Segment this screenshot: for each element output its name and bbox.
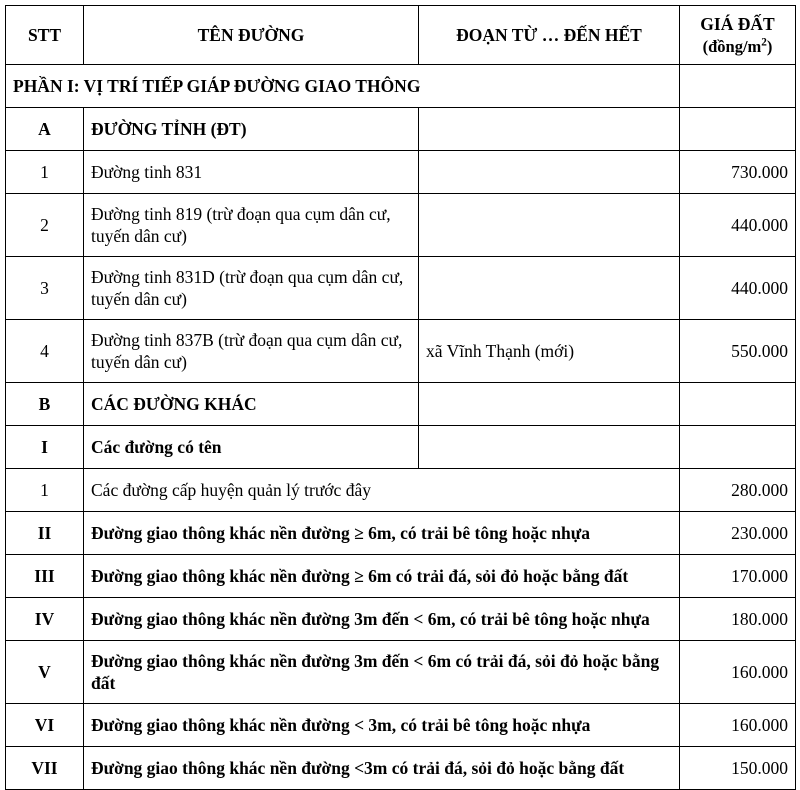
row-stt: 2	[6, 194, 84, 257]
row-range	[419, 151, 680, 194]
row-price: 160.000	[680, 704, 796, 747]
column-header-name: TÊN ĐƯỜNG	[84, 6, 419, 65]
row-stt: 4	[6, 320, 84, 383]
row-range	[419, 383, 680, 426]
row-stt: VI	[6, 704, 84, 747]
table-row	[6, 598, 796, 641]
column-header-price	[680, 6, 796, 65]
row-name: CÁC ĐƯỜNG KHÁC	[84, 383, 419, 426]
table-row	[6, 512, 796, 555]
row-price	[680, 426, 796, 469]
table-row	[6, 257, 796, 320]
row-stt: IV	[6, 598, 84, 641]
row-name: Đường giao thông khác nền đường <3m có trải đá, sỏi đỏ hoặc bằng đất	[84, 747, 680, 790]
section-heading-row	[6, 65, 796, 108]
row-name: Các đường có tên	[84, 426, 419, 469]
table-row	[6, 555, 796, 598]
column-header-price-unit: $(đồng/m^2)$	[702, 36, 773, 56]
table-row	[6, 641, 796, 704]
table-row	[6, 383, 796, 426]
row-stt: 3	[6, 257, 84, 320]
row-name: Đường giao thông khác nền đường ≥ 6m có trải đá, sỏi đỏ hoặc bằng đất	[84, 555, 680, 598]
table-row	[6, 320, 796, 383]
row-name: Đường tinh 837B (trừ đoạn qua cụm dân cư, tuyến dân cư)	[84, 320, 419, 383]
row-stt: I	[6, 426, 84, 469]
row-price: 440.000	[680, 257, 796, 320]
row-name: Đường giao thông khác nền đường 3m đến < 6m, có trải bê tông hoặc nhựa	[84, 598, 680, 641]
row-name: Đường tinh 819 (trừ đoạn qua cụm dân cư, tuyến dân cư)	[84, 194, 419, 257]
row-price: 440.000	[680, 194, 796, 257]
row-range	[419, 426, 680, 469]
row-stt: 1	[6, 469, 84, 512]
table-row	[6, 151, 796, 194]
table-header-row	[6, 6, 796, 65]
row-name: Đường tinh 831D (trừ đoạn qua cụm dân cư, tuyến dân cư)	[84, 257, 419, 320]
row-price: 160.000	[680, 641, 796, 704]
row-price: 180.000	[680, 598, 796, 641]
row-name: Đường giao thông khác nền đường < 3m, có trải bê tông hoặc nhựa	[84, 704, 680, 747]
row-range: xã Vĩnh Thạnh (mới)	[419, 320, 680, 383]
row-range	[419, 194, 680, 257]
row-price	[680, 108, 796, 151]
land-price-table	[5, 5, 796, 790]
row-price: 730.000	[680, 151, 796, 194]
row-price: 230.000	[680, 512, 796, 555]
row-name: Đường tinh 831	[84, 151, 419, 194]
row-stt: B	[6, 383, 84, 426]
table-row	[6, 469, 796, 512]
row-price: 550.000	[680, 320, 796, 383]
row-price	[680, 383, 796, 426]
row-stt: A	[6, 108, 84, 151]
row-stt: 1	[6, 151, 84, 194]
column-header-price-main: GIÁ ĐẤT	[700, 14, 775, 35]
row-stt: II	[6, 512, 84, 555]
column-header-stt: STT	[6, 6, 84, 65]
row-stt: III	[6, 555, 84, 598]
table-row	[6, 704, 796, 747]
row-name: Đường giao thông khác nền đường 3m đến < 6m có trải đá, sỏi đỏ hoặc bằng đất	[84, 641, 680, 704]
row-price: 150.000	[680, 747, 796, 790]
row-price: 170.000	[680, 555, 796, 598]
row-name: Các đường cấp huyện quản lý trước đây	[84, 469, 680, 512]
row-stt: V	[6, 641, 84, 704]
row-range	[419, 108, 680, 151]
table-row	[6, 426, 796, 469]
table-row	[6, 747, 796, 790]
table-row	[6, 194, 796, 257]
table-row	[6, 108, 796, 151]
row-price: 280.000	[680, 469, 796, 512]
row-name: Đường giao thông khác nền đường ≥ 6m, có trải bê tông hoặc nhựa	[84, 512, 680, 555]
section-heading: PHẦN I: VỊ TRÍ TIẾP GIÁP ĐƯỜNG GIAO THÔNG	[6, 65, 680, 108]
row-stt: VII	[6, 747, 84, 790]
row-name: ĐƯỜNG TỈNH (ĐT)	[84, 108, 419, 151]
section-heading-price-blank	[680, 65, 796, 108]
column-header-range: ĐOẠN TỪ … ĐẾN HẾT	[419, 6, 680, 65]
row-range	[419, 257, 680, 320]
